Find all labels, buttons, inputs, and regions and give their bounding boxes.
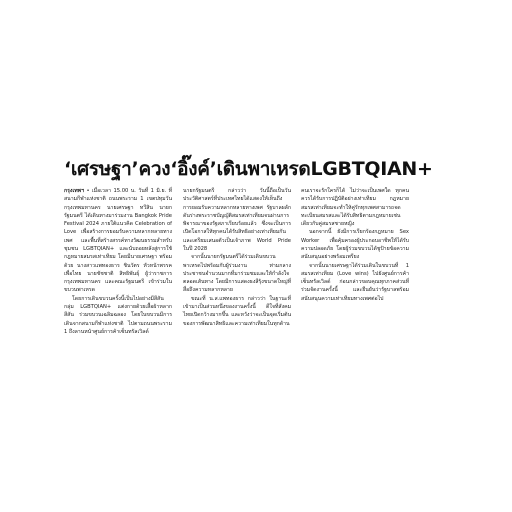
article-column-1	[64, 187, 172, 336]
paragraph: จากนั้นนายเศรษฐาได้ร่วมเดินในขบวนที่ 1 สมรสเท่าเทียม (Love wins) ไปยังศูนย์การค้าเซ็นทรัลเวิลด์ ก่อนกล่าวขอบคุณทุกภาคส่วนที่ร่วมจัดงานครั้งนี้ และยืนยันว่ารัฐบาลพร้อมสนับสนุนความเท่าเทียมทางเพศต่อไป	[301, 262, 409, 302]
paragraph: • เมื่อเวลา 15.00 น. วันที่ 1 มิ.ย. ที่สนามกีฬาแห่งชาติ ถนนพระราม 1 เขตปทุมวัน กรุงเทพมหานคร นายเศรษฐา ทวีสิน นายกรัฐมนตรี ได้เดินทางมาร่วมงาน Bangkok Pride Festival 2024 ภายใต้แนวคิด Celebration of Love เพื่อสร้างการยอมรับความหลากหลายทางเพศ และพื้นที่สร้างสรรค์ทางวัฒนธรรมสำหรับชุมชน LGBTQIAN+ และนับถอยหลังสู่การใช้กฎหมายสมรสเท่าเทียม โดยมีนายเศรษฐา พร้อมด้วย นางสาวแพทองธาร ชินวัตร หัวหน้าพรรคเพื่อไทย นายชัชชาติ สิทธิพันธุ์ ผู้ว่าราชการกรุงเทพมหานคร และคณะรัฐมนตรี เข้าร่วมในขบวนพาเหรด	[64, 188, 172, 294]
paragraph: นายกรัฐมนตรี กล่าวว่า วันนี้ถือเป็นวันประวัติศาสตร์ที่ประเทศไทยได้แสดงให้เห็นถึงการยอมรับความหลากหลายทางเพศ รัฐบาลผลักดันร่างพระราชบัญญัติสมรสเท่าเทียมจนผ่านการพิจารณาของรัฐสภาเรียบร้อยแล้ว ซึ่งจะเป็นการเปิดโอกาสให้ทุกคนได้รับสิทธิอย่างเท่าเทียมกัน และเตรียมเสนอตัวเป็นเจ้าภาพ World Pride ในปี 2028	[183, 188, 291, 252]
paragraph: โดยการเดินขบวนครั้งนี้เป็นไปอย่างมีสีสัน กลุ่ม LGBTQIAN+ แต่งกายด้วยเสื้อผ้าหลากสีสัน ร่วมขบวนเฉลิมฉลอง โดยในขบวนมีการเดินจากสนามกีฬาแห่งชาติ ไปตามถนนพระราม 1 ถึงลานหน้าศูนย์การค้าเซ็นทรัลเวิลด์	[64, 295, 172, 335]
paragraph: คนเราจะรักใครก็ได้ ไม่ว่าจะเป็นเพศใด ทุกคนควรได้รับการปฏิบัติอย่างเท่าเทียม กฎหมายสมรสเท่าเทียมจะทำให้คู่รักทุกเพศสามารถจดทะเบียนสมรสและได้รับสิทธิตามกฎหมายเช่นเดียวกับคู่สมรสชายหญิง	[301, 188, 409, 228]
article-column-2	[183, 187, 291, 328]
paragraph: ขณะที่ น.ส.แพทองธาร กล่าวว่า ในฐานะที่เข้ามาเป็นส่วนหนึ่งของงานครั้งนี้ ดีใจที่สังคมไทยเปิดกว้างมากขึ้น และหวังว่าจะเป็นจุดเริ่มต้นของการพัฒนาสิทธิและความเท่าเทียมในทุกด้าน	[183, 295, 291, 327]
headline: ‘เศรษฐา’ควง‘อิ๊งค์’เดินพาเหรดLGBTQIAN+	[64, 158, 433, 180]
article-column-3	[301, 187, 409, 303]
paragraph: นอกจากนี้ ยังมีการเรียกร้องกฎหมาย Sex Worker เพื่อคุ้มครองผู้ประกอบอาชีพให้ได้รับความปลอดภัย โดยผู้ร่วมขบวนได้ชูป้ายข้อความสนับสนุนอย่างพร้อมเพรียง	[301, 229, 409, 261]
dateline: กรุงเทพฯ	[64, 188, 84, 194]
paragraph: จากนั้นนายกรัฐมนตรีได้ร่วมเดินขบวนพาเหรดไปพร้อมกับผู้ร่วมงาน ท่ามกลางประชาชนจำนวนมากที่มาร่วมชมและให้กำลังใจตลอดเส้นทาง โดยมีการแสดงธงสีรุ้งขนาดใหญ่ที่สื่อถึงความหลากหลาย	[183, 254, 291, 294]
